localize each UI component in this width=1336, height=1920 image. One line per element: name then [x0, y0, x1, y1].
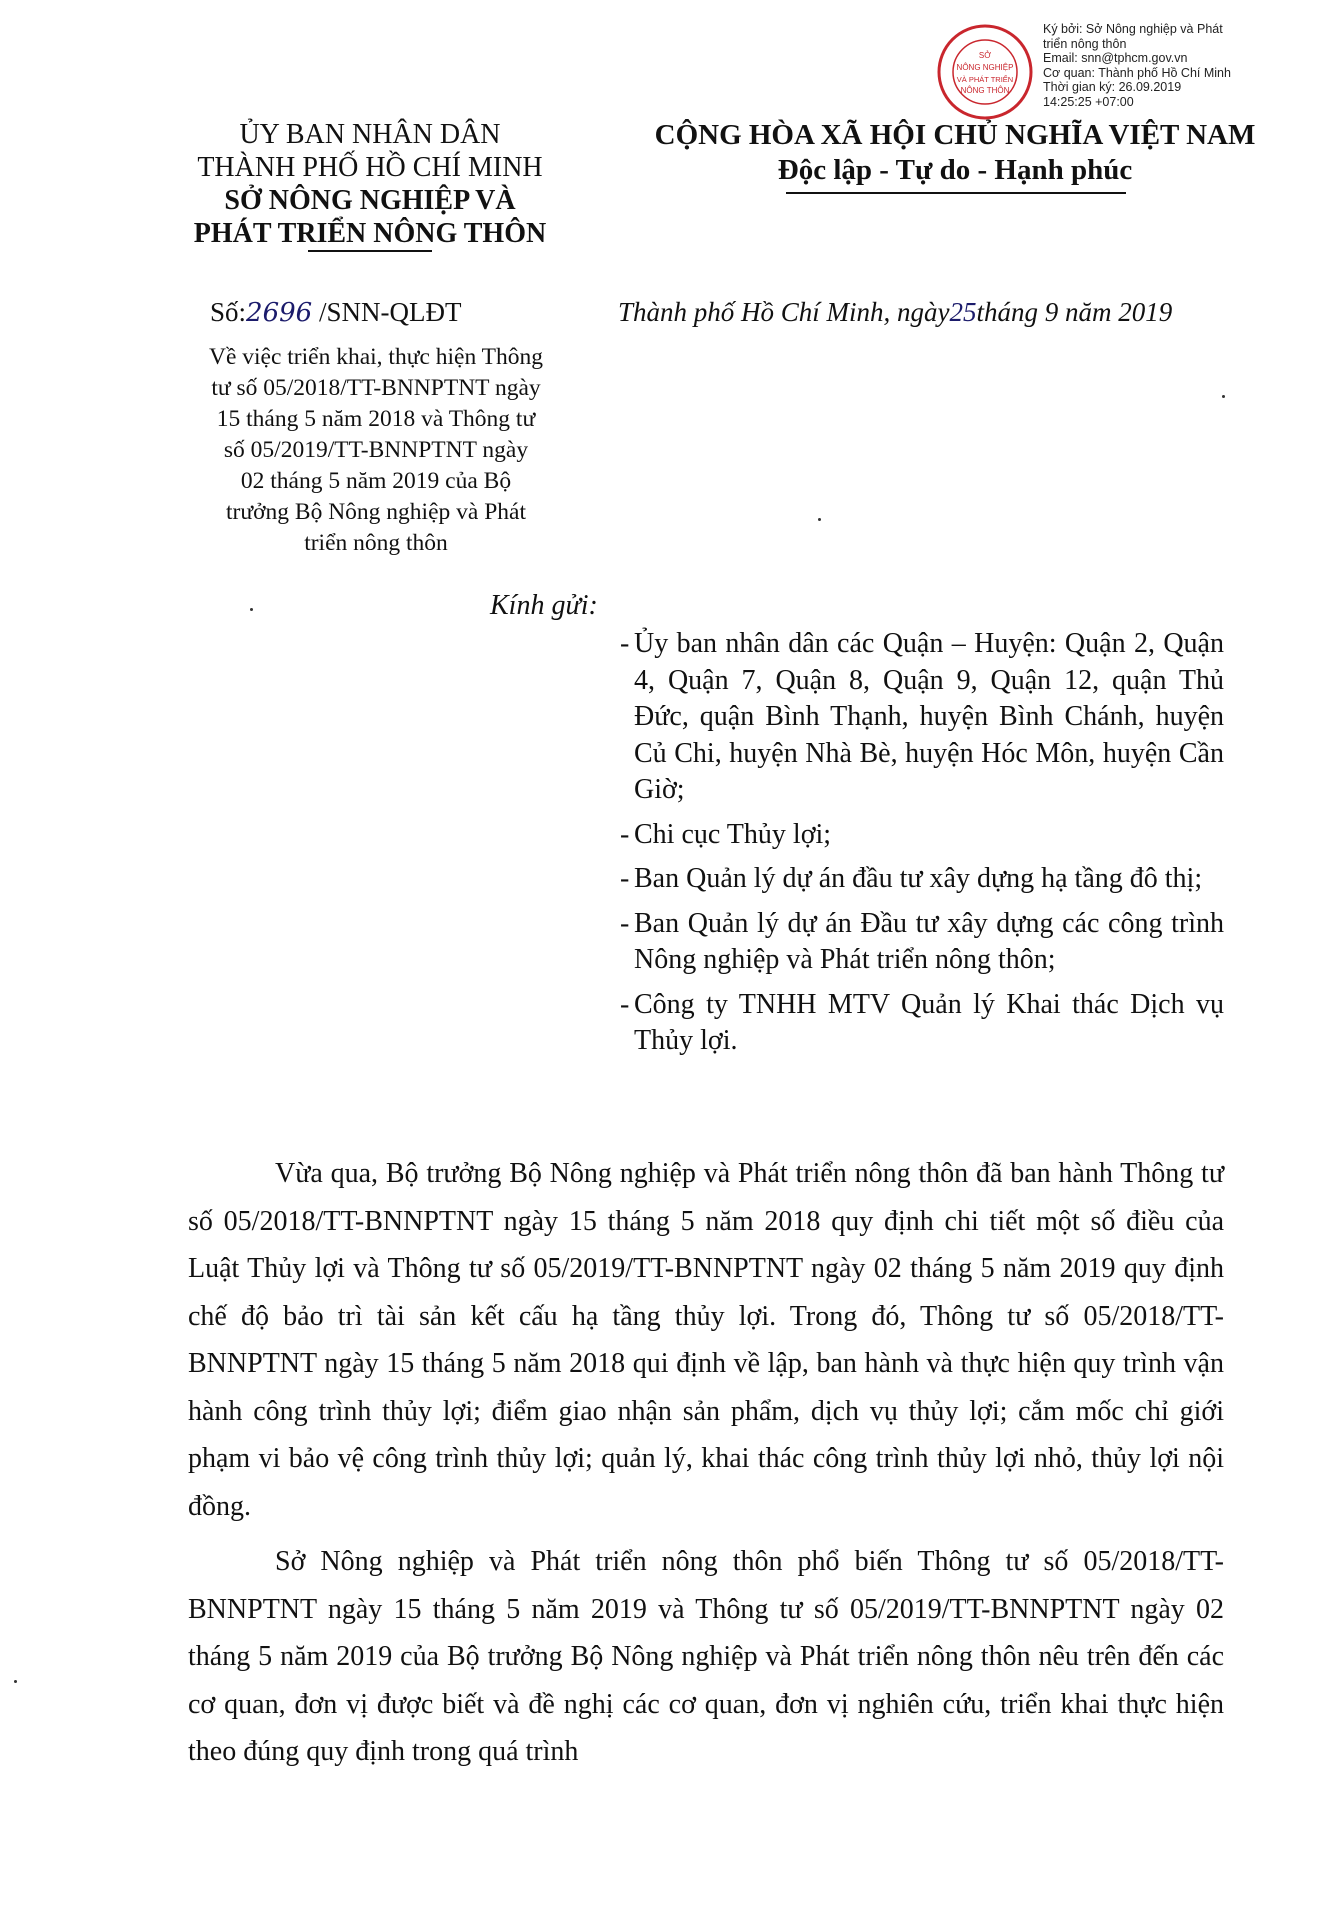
subject-line: 02 tháng 5 năm 2019 của Bộ — [240, 468, 512, 494]
digital-signature-info — [1043, 22, 1333, 110]
list-dash: - — [620, 818, 630, 850]
subject-line: số 05/2019/TT-BNNPTNT ngày — [223, 437, 529, 463]
recipient-item — [620, 817, 1224, 854]
recipient-text: Ban Quản lý dự án đầu tư xây dựng hạ tầng đô thị; — [634, 863, 1203, 894]
authority-line-3: SỞ NÔNG NGHIỆP VÀ — [224, 185, 516, 216]
recipient-text: Ủy ban nhân dân các Quận – Huyện: Quận 2, Quận 4, Quận 7, Quận 8, Quận 9, Quận 12, quận Thủ Đức, quận Bình Thạnh, huyện Bình Chánh, huyện Củ Chi, huyện Nhà Bè, huyện Hóc Môn, huyện Cần Giờ; — [634, 628, 1224, 805]
body-paragraph: Sở Nông nghiệp và Phát triển nông thôn phổ biến Thông tư số 05/2018/TT-BNNPTNT ngày 15 tháng 5 năm 2019 và Thông tư số 05/2019/TT-BNNPTNT ngày 02 tháng 5 năm 2019 của Bộ trưởng Bộ Nông nghiệp và Phát triển nông thôn nêu trên đến các cơ quan, đơn vị được biết và đề nghị các cơ quan, đơn vị nghiên cứu, triển khai thực hiện theo đúng quy định trong quá trình — [188, 1546, 1224, 1767]
subject-line: tư số 05/2018/TT-BNNPTNT ngày — [211, 375, 541, 401]
recipient-item — [620, 987, 1224, 1060]
handwritten-day: 25 — [949, 297, 977, 327]
subject-line: 15 tháng 5 năm 2018 và Thông tư — [216, 406, 536, 432]
issuing-authority — [150, 118, 590, 250]
national-motto: Độc lập - Tự do - Hạnh phúc — [777, 154, 1133, 186]
signature-line: Cơ quan: Thành phố Hồ Chí Minh — [1043, 65, 1231, 80]
subject-line: triển nông thôn — [304, 530, 448, 556]
signature-line: Thời gian ký: 26.09.2019 — [1043, 80, 1182, 95]
subject-line: trưởng Bộ Nông nghiệp và Phát — [226, 499, 526, 525]
scan-speck — [1222, 395, 1225, 398]
svg-text:VÀ PHÁT TRIỂN: VÀ PHÁT TRIỂN — [956, 75, 1014, 84]
body-paragraph: Vừa qua, Bộ trưởng Bộ Nông nghiệp và Phát triển nông thôn đã ban hành Thông tư số 05/2018/TT-BNNPTNT ngày 15 tháng 5 năm 2018 quy định chi tiết một số điều của Luật Thủy lợi và Thông tư số 05/2019/TT-BNNPTNT ngày 02 tháng 5 năm 2019 quy định chế độ bảo trì tài sản kết cấu hạ tầng thủy lợi. Trong đó, Thông tư số 05/2018/TT-BNNPTNT ngày 15 tháng 5 năm 2018 qui định về lập, ban hành và thực hiện quy trình vận hành công trình thủy lợi; điểm giao nhận sản phẩm, dịch vụ thủy lợi; cắm mốc chỉ giới phạm vi bảo vệ công trình thủy lợi; quản lý, khai thác công trình thủy lợi nhỏ, thủy lợi nội đồng. — [188, 1158, 1224, 1522]
date-place: Thành phố Hồ Chí Minh, ngày — [618, 297, 950, 327]
subject-line: Về việc triển khai, thực hiện Thông — [208, 344, 544, 370]
authority-line-4: PHÁT TRIỂN NÔNG THÔN — [193, 218, 547, 249]
document-subject — [175, 342, 577, 559]
recipient-list — [620, 626, 1224, 1068]
date-rest: tháng 9 năm 2019 — [976, 297, 1173, 327]
motto-underline — [786, 192, 1126, 194]
svg-text:NÔNG NGHIỆP: NÔNG NGHIỆP — [956, 63, 1014, 72]
handwritten-number: 2696 — [246, 298, 313, 328]
document-body — [188, 1150, 1224, 1784]
recipient-item — [620, 906, 1224, 979]
seal-icon — [935, 22, 1035, 122]
national-header — [590, 118, 1320, 188]
signature-line: Ký bởi: Sở Nông nghiệp và Phát — [1043, 22, 1223, 36]
signature-line: Email: snn@tphcm.gov.vn — [1043, 51, 1188, 66]
svg-text:SỞ: SỞ — [978, 51, 992, 60]
scan-speck — [250, 608, 253, 611]
signature-line: 14:25:25 +07:00 — [1043, 94, 1134, 109]
document-number — [210, 296, 461, 329]
authority-line-1: ỦY BAN NHÂN DÂN — [239, 119, 501, 150]
scan-speck — [14, 1680, 17, 1683]
authority-line-2: THÀNH PHỐ HỒ CHÍ MINH — [197, 152, 543, 183]
national-title: CỘNG HÒA XÃ HỘI CHỦ NGHĨA VIỆT NAM — [654, 119, 1256, 151]
number-prefix: Số: — [210, 297, 247, 327]
official-seal — [935, 22, 1035, 122]
number-suffix: /SNN-QLĐT — [312, 297, 462, 327]
scan-speck — [818, 518, 821, 521]
recipient-text: Ban Quản lý dự án Đầu tư xây dựng các công trình Nông nghiệp và Phát triển nông thôn; — [634, 907, 1224, 975]
list-dash: - — [620, 863, 630, 894]
list-dash: - — [620, 988, 630, 1020]
list-dash: - — [620, 628, 630, 659]
authority-underline — [308, 250, 432, 252]
signature-line: triển nông thôn — [1043, 36, 1127, 51]
document-date — [618, 296, 1172, 328]
recipient-text: Công ty TNHH MTV Quản lý Khai thác Dịch vụ Thủy lợi. — [634, 988, 1224, 1056]
recipient-item — [620, 626, 1224, 809]
salutation: Kính gửi: — [490, 590, 598, 621]
recipient-item — [620, 861, 1224, 898]
list-dash: - — [620, 907, 630, 939]
recipient-text: Chi cục Thủy lợi; — [634, 818, 832, 850]
svg-text:NÔNG THÔN: NÔNG THÔN — [960, 86, 1010, 95]
